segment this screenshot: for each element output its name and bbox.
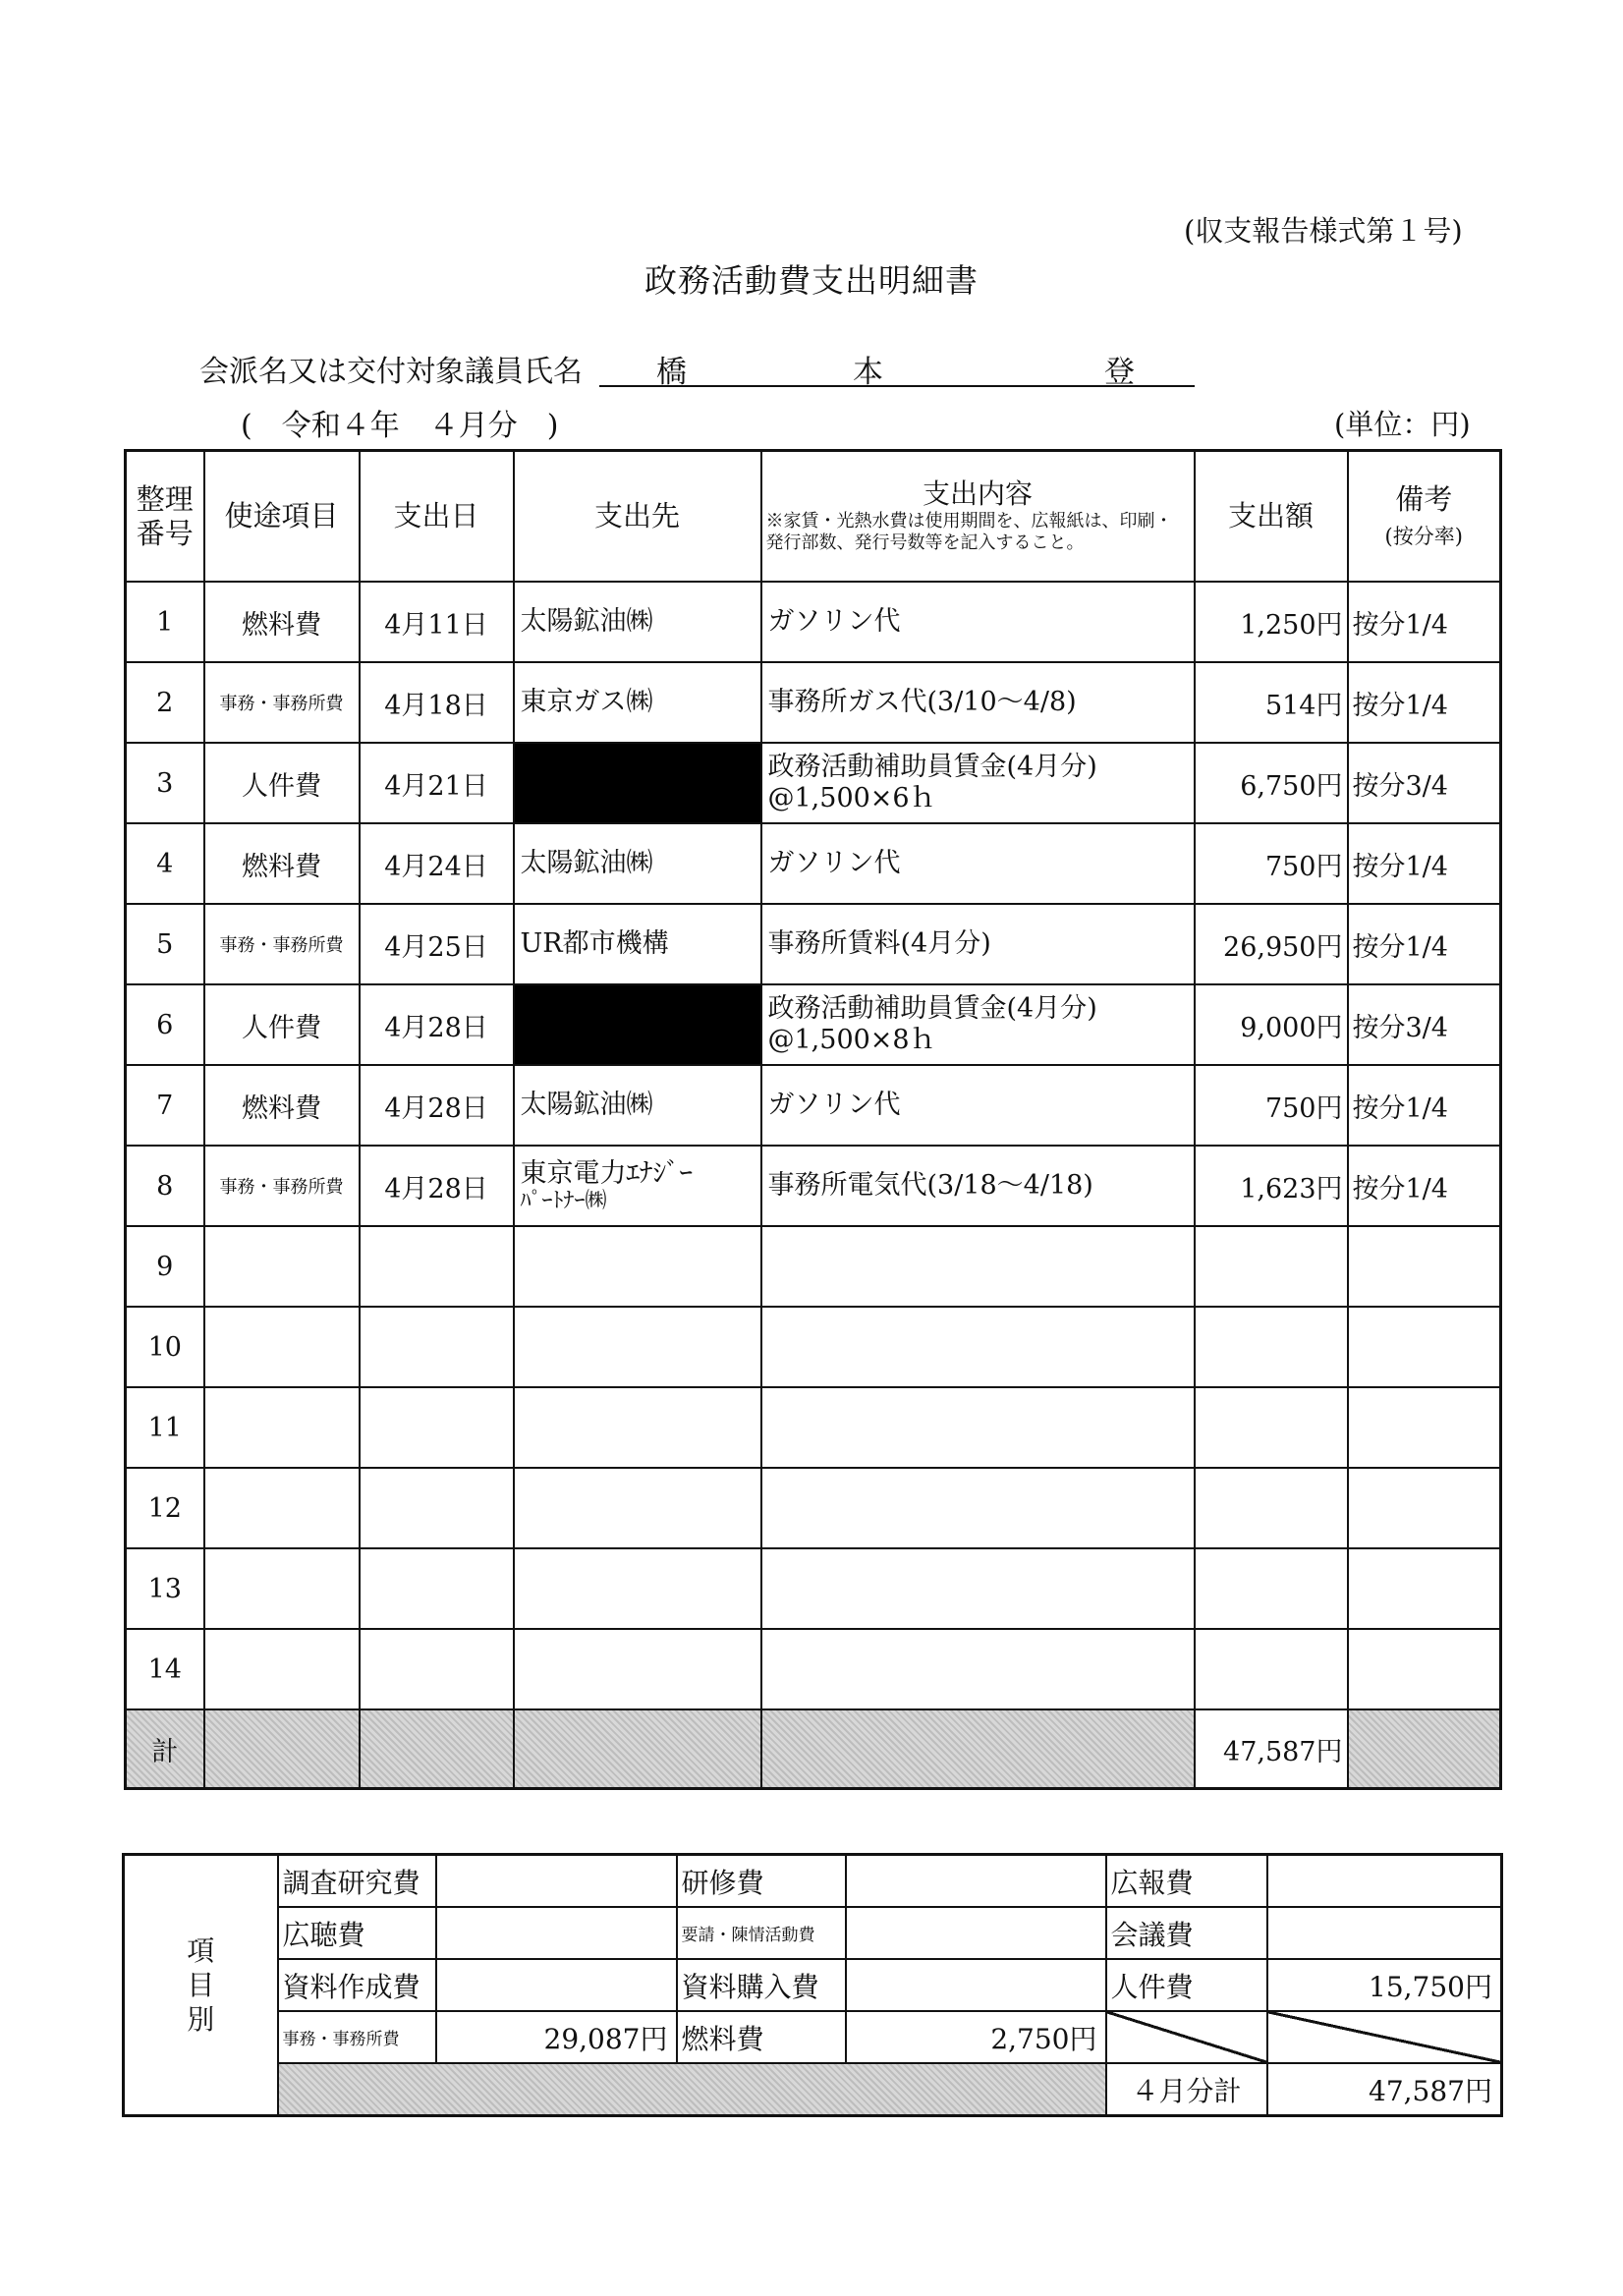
row-item bbox=[204, 1468, 360, 1548]
row-item bbox=[204, 1387, 360, 1468]
member-name-char-2: 本 bbox=[853, 355, 883, 390]
row-amount bbox=[1195, 1387, 1348, 1468]
row-note: 按分1/4 bbox=[1348, 582, 1501, 662]
row-note bbox=[1348, 1548, 1501, 1629]
row-item bbox=[204, 1307, 360, 1387]
header-payee: 支出先 bbox=[514, 451, 761, 583]
row-note: 按分1/4 bbox=[1348, 823, 1501, 904]
cat-fuel-value: 2,750円 bbox=[846, 2011, 1106, 2063]
row-date: 4月28日 bbox=[360, 1146, 514, 1226]
diagonal-blank-cell bbox=[1106, 2011, 1267, 2063]
row-date bbox=[360, 1548, 514, 1629]
row-item: 燃料費 bbox=[204, 582, 360, 662]
row-no: 6 bbox=[126, 984, 204, 1065]
row-amount bbox=[1195, 1548, 1348, 1629]
document-title: 政務活動費支出明細書 bbox=[644, 261, 979, 300]
table-row bbox=[126, 1548, 1501, 1629]
table-row bbox=[126, 984, 1501, 1065]
row-amount: 750円 bbox=[1195, 823, 1348, 904]
shaded-cell bbox=[761, 1709, 1195, 1789]
row-payee bbox=[514, 1629, 761, 1709]
row-no: 13 bbox=[126, 1548, 204, 1629]
row-date bbox=[360, 1468, 514, 1548]
diagonal-blank-cell bbox=[1267, 2011, 1502, 2063]
row-amount bbox=[1195, 1629, 1348, 1709]
row-content: 事務所ガス代(3/10～4/8) bbox=[761, 662, 1195, 743]
header-content: 支出内容 ※家賃・光熱水費は使用期間を、広報紙は、印刷・発行部数、発行号数等を記入すること。 bbox=[761, 451, 1195, 583]
row-payee bbox=[514, 1548, 761, 1629]
row-note: 按分1/4 bbox=[1348, 904, 1501, 984]
row-payee: 太陽鉱油㈱ bbox=[514, 823, 761, 904]
row-amount bbox=[1195, 1226, 1348, 1307]
row-no: 8 bbox=[126, 1146, 204, 1226]
row-date: 4月11日 bbox=[360, 582, 514, 662]
row-amount: 6,750円 bbox=[1195, 743, 1348, 823]
row-item bbox=[204, 1629, 360, 1709]
table-row bbox=[126, 1307, 1501, 1387]
row-content bbox=[761, 1307, 1195, 1387]
row-no: 10 bbox=[126, 1307, 204, 1387]
cat-training-label: 研修費 bbox=[677, 1855, 846, 1908]
cat-training-value bbox=[846, 1855, 1106, 1908]
row-payee: UR都市機構 bbox=[514, 904, 761, 984]
total-amount: 47,587円 bbox=[1195, 1709, 1348, 1789]
cat-pr-label: 広報費 bbox=[1106, 1855, 1267, 1908]
table-row bbox=[126, 1387, 1501, 1468]
row-amount: 9,000円 bbox=[1195, 984, 1348, 1065]
row-note bbox=[1348, 1226, 1501, 1307]
row-amount bbox=[1195, 1307, 1348, 1387]
unit-label: (単位：円) bbox=[1334, 408, 1471, 441]
row-item: 人件費 bbox=[204, 743, 360, 823]
row-item bbox=[204, 1226, 360, 1307]
row-content bbox=[761, 1629, 1195, 1709]
row-content: 政務活動補助員賃金(4月分) @1,500×8ｈ bbox=[761, 984, 1195, 1065]
row-payee bbox=[514, 1307, 761, 1387]
row-payee bbox=[514, 1226, 761, 1307]
row-date: 4月25日 bbox=[360, 904, 514, 984]
header-item: 使途項目 bbox=[204, 451, 360, 583]
row-date: 4月18日 bbox=[360, 662, 514, 743]
row-content: ガソリン代 bbox=[761, 582, 1195, 662]
cat-fuel-label: 燃料費 bbox=[677, 2011, 846, 2063]
table-row bbox=[126, 1226, 1501, 1307]
total-row bbox=[126, 1709, 1501, 1789]
row-content: 事務所賃料(4月分) bbox=[761, 904, 1195, 984]
row-note bbox=[1348, 1387, 1501, 1468]
row-payee bbox=[514, 1468, 761, 1548]
table-row bbox=[126, 1629, 1501, 1709]
row-item bbox=[204, 1548, 360, 1629]
row-date: 4月28日 bbox=[360, 984, 514, 1065]
category-summary-table bbox=[122, 1853, 1503, 2117]
row-item: 事務・事務所費 bbox=[204, 1146, 360, 1226]
row-content bbox=[761, 1468, 1195, 1548]
cat-research-value bbox=[436, 1855, 677, 1908]
month-total-label: ４月分計 bbox=[1106, 2063, 1267, 2116]
row-payee bbox=[514, 1387, 761, 1468]
cat-petition-label: 要請・陳情活動費 bbox=[677, 1907, 846, 1959]
row-amount: 1,250円 bbox=[1195, 582, 1348, 662]
shaded-cell bbox=[1348, 1709, 1501, 1789]
cat-meeting-value bbox=[1267, 1907, 1502, 1959]
cat-material-purchase-value bbox=[846, 1959, 1106, 2011]
row-amount: 750円 bbox=[1195, 1065, 1348, 1146]
row-item: 事務・事務所費 bbox=[204, 662, 360, 743]
row-no: 1 bbox=[126, 582, 204, 662]
cat-personnel-label: 人件費 bbox=[1106, 1959, 1267, 2011]
expense-table bbox=[124, 449, 1502, 1790]
row-note bbox=[1348, 1307, 1501, 1387]
cat-pr-value bbox=[1267, 1855, 1502, 1908]
row-content bbox=[761, 1548, 1195, 1629]
row-no: 2 bbox=[126, 662, 204, 743]
row-payee: 東京ガス㈱ bbox=[514, 662, 761, 743]
row-no: 9 bbox=[126, 1226, 204, 1307]
table-row bbox=[126, 582, 1501, 662]
cat-personnel-value: 15,750円 bbox=[1267, 1959, 1502, 2011]
shaded-cell bbox=[204, 1709, 360, 1789]
row-no: 12 bbox=[126, 1468, 204, 1548]
cat-meeting-label: 会議費 bbox=[1106, 1907, 1267, 1959]
table-header bbox=[126, 451, 1501, 583]
month-total-value: 47,587円 bbox=[1267, 2063, 1502, 2116]
row-date: 4月24日 bbox=[360, 823, 514, 904]
row-amount: 1,623円 bbox=[1195, 1146, 1348, 1226]
row-item: 事務・事務所費 bbox=[204, 904, 360, 984]
header-amount: 支出額 bbox=[1195, 451, 1348, 583]
row-date bbox=[360, 1226, 514, 1307]
shaded-cell bbox=[360, 1709, 514, 1789]
row-date: 4月28日 bbox=[360, 1065, 514, 1146]
row-content bbox=[761, 1387, 1195, 1468]
row-note: 按分1/4 bbox=[1348, 1146, 1501, 1226]
table-row bbox=[126, 1146, 1501, 1226]
row-item: 燃料費 bbox=[204, 1065, 360, 1146]
row-amount bbox=[1195, 1468, 1348, 1548]
member-name-char-1: 橋 bbox=[656, 355, 687, 390]
row-no: 5 bbox=[126, 904, 204, 984]
row-content: ガソリン代 bbox=[761, 823, 1195, 904]
name-underline bbox=[599, 385, 1195, 387]
row-no: 3 bbox=[126, 743, 204, 823]
member-name-char-3: 登 bbox=[1104, 355, 1135, 390]
row-note bbox=[1348, 1468, 1501, 1548]
row-date bbox=[360, 1387, 514, 1468]
cat-hearing-label: 広聴費 bbox=[278, 1907, 436, 1959]
row-content: 事務所電気代(3/18～4/18) bbox=[761, 1146, 1195, 1226]
shaded-cell bbox=[514, 1709, 761, 1789]
cat-hearing-value bbox=[436, 1907, 677, 1959]
row-note: 按分3/4 bbox=[1348, 984, 1501, 1065]
cat-research-label: 調査研究費 bbox=[278, 1855, 436, 1908]
row-note bbox=[1348, 1629, 1501, 1709]
table-row bbox=[126, 1468, 1501, 1548]
shaded-cell bbox=[278, 2063, 1106, 2116]
row-content bbox=[761, 1226, 1195, 1307]
row-content: ガソリン代 bbox=[761, 1065, 1195, 1146]
form-number: (収支報告様式第１号) bbox=[1184, 214, 1463, 248]
total-label: 計 bbox=[126, 1709, 204, 1789]
table-row bbox=[126, 823, 1501, 904]
cat-office-label: 事務・事務所費 bbox=[278, 2011, 436, 2063]
table-row bbox=[126, 1065, 1501, 1146]
row-no: 4 bbox=[126, 823, 204, 904]
name-label: 会派名又は交付対象議員氏名 bbox=[199, 355, 583, 389]
table-row bbox=[126, 904, 1501, 984]
row-payee: 太陽鉱油㈱ bbox=[514, 1065, 761, 1146]
row-date bbox=[360, 1307, 514, 1387]
row-date: 4月21日 bbox=[360, 743, 514, 823]
report-period: ( 令和４年 ４月分 ) bbox=[241, 409, 559, 443]
header-date: 支出日 bbox=[360, 451, 514, 583]
row-amount: 26,950円 bbox=[1195, 904, 1348, 984]
row-note: 按分1/4 bbox=[1348, 1065, 1501, 1146]
cat-office-value: 29,087円 bbox=[436, 2011, 677, 2063]
row-note: 按分3/4 bbox=[1348, 743, 1501, 823]
row-no: 14 bbox=[126, 1629, 204, 1709]
row-no: 11 bbox=[126, 1387, 204, 1468]
row-note: 按分1/4 bbox=[1348, 662, 1501, 743]
header-note: 備考 (按分率) bbox=[1348, 451, 1501, 583]
row-amount: 514円 bbox=[1195, 662, 1348, 743]
row-payee: 太陽鉱油㈱ bbox=[514, 582, 761, 662]
category-side-label: 項 目 別 bbox=[124, 1855, 278, 2116]
table-row bbox=[126, 662, 1501, 743]
redacted-payee bbox=[514, 984, 761, 1065]
row-item: 人件費 bbox=[204, 984, 360, 1065]
table-row bbox=[126, 743, 1501, 823]
row-payee: 東京電力ｴﾅｼﾞｰ ﾊﾟｰﾄﾅｰ㈱ bbox=[514, 1146, 761, 1226]
row-content: 政務活動補助員賃金(4月分) @1,500×6ｈ bbox=[761, 743, 1195, 823]
cat-petition-value bbox=[846, 1907, 1106, 1959]
row-no: 7 bbox=[126, 1065, 204, 1146]
cat-material-creation-label: 資料作成費 bbox=[278, 1959, 436, 2011]
row-item: 燃料費 bbox=[204, 823, 360, 904]
cat-material-creation-value bbox=[436, 1959, 677, 2011]
header-no: 整理 番号 bbox=[126, 451, 204, 583]
redacted-payee bbox=[514, 743, 761, 823]
cat-material-purchase-label: 資料購入費 bbox=[677, 1959, 846, 2011]
row-date bbox=[360, 1629, 514, 1709]
